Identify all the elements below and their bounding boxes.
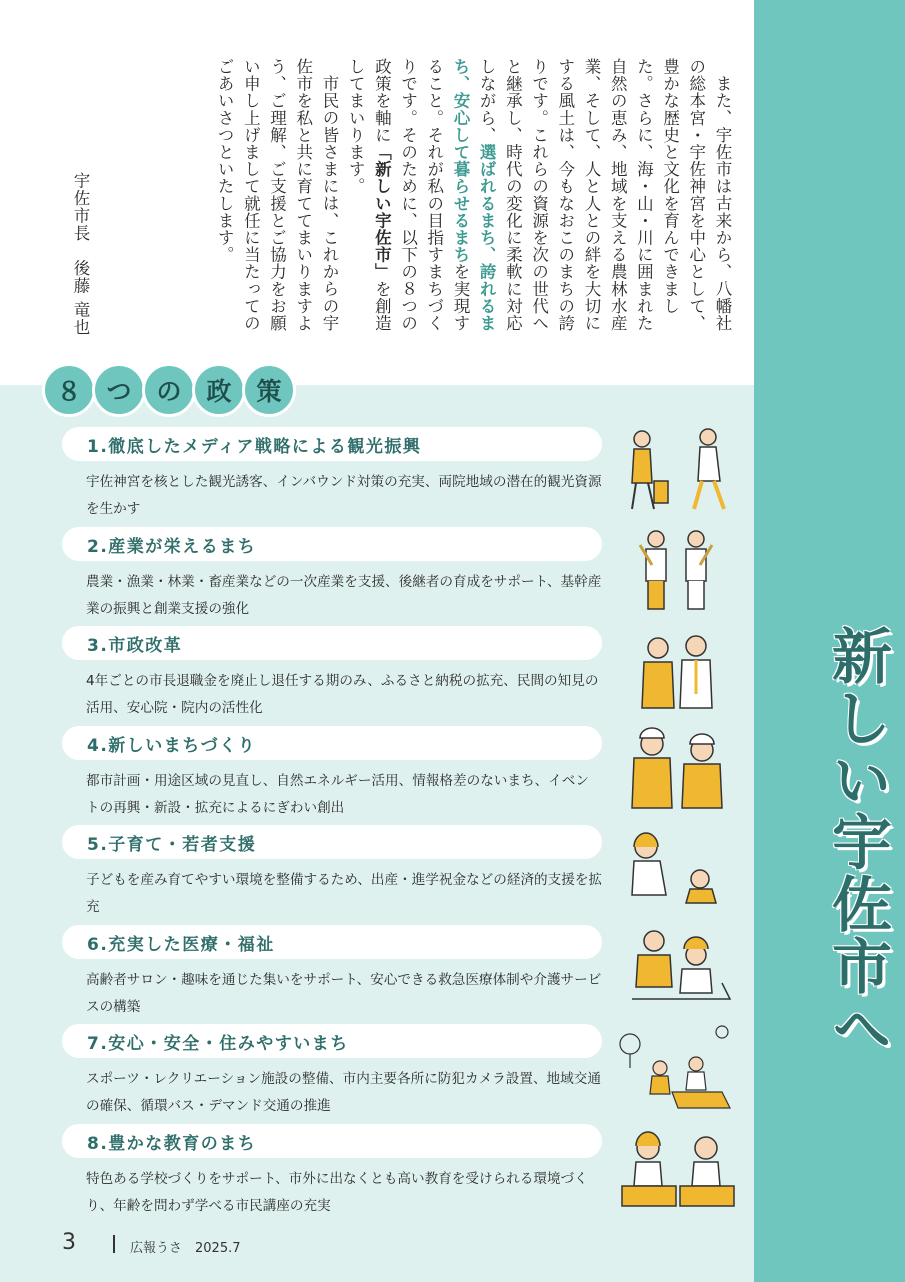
policy-title: 3.市政改革 xyxy=(62,626,602,660)
parent-child-icon xyxy=(612,823,740,913)
footer-divider xyxy=(113,1235,115,1253)
page-number: 3 xyxy=(62,1230,76,1255)
policy-description: 4年ごとの市長退職金を廃止し退任する期のみ、ふるさと納税の拡充、民間の知見の活用、安心院・院内の活性化 xyxy=(86,673,599,716)
policy-description: 子どもを産み育てやすい環境を整備するため、出産・進学祝金などの経済的支援を拡充 xyxy=(86,872,603,915)
section-char: つ xyxy=(92,363,146,417)
policy-description: スポーツ・レクリエーション施設の整備、市内主要各所に防犯カメラ設置、地域交通の確保、循環バス・デマンド交通の推進 xyxy=(86,1071,601,1114)
policy-6 xyxy=(62,925,602,1021)
officials-icon xyxy=(612,624,740,714)
policy-1 xyxy=(62,427,602,523)
policy-title: 6.充実した医療・福祉 xyxy=(62,925,602,959)
policy-title: 8.豊かな教育のまち xyxy=(62,1124,602,1158)
policy-7 xyxy=(62,1024,602,1120)
policy-description: 高齢者サロン・趣味を通じた集いをサポート、安心できる救急医療体制や介護サービスの構築 xyxy=(86,972,602,1015)
workers-icon xyxy=(612,724,740,814)
policy-description: 農業・漁業・林業・畜産業などの一次産業を支援、後継者の育成をサポート、基幹産業の振興と創業支援の強化 xyxy=(86,574,602,617)
policy-description: 都市計画・用途区域の見直し、自然エネルギー活用、情報格差のないまち、イベントの再興・新設・拡充によるにぎわい創出 xyxy=(86,773,589,816)
farmers-icon xyxy=(612,525,740,615)
section-char: 政 xyxy=(192,363,246,417)
policy-3 xyxy=(62,626,602,722)
intro-text xyxy=(211,58,735,348)
intro-highlight-1: 選ばれるまち、誇れるまち、安心して暮らせるまち xyxy=(450,58,497,332)
policy-title: 4.新しいまちづくり xyxy=(62,726,602,760)
publication-info: 広報うさ 2025.7 xyxy=(130,1241,241,1256)
tourists-icon xyxy=(612,425,740,515)
signature: 宇佐市長 後藤 竜也 xyxy=(71,172,90,336)
policy-title: 7.安心・安全・住みやすいまち xyxy=(62,1024,602,1058)
section-header xyxy=(42,363,292,415)
policy-title: 5.子育て・若者支援 xyxy=(62,825,602,859)
policy-5 xyxy=(62,825,602,921)
intro-paragraph-1: また、宇佐市は古来から、八幡社の総本宮・宇佐神宮を中心として、豊かな歴史と文化を育んできました。さらに、海・山・川に囲まれた自然の恵み、地域を支える農林水産業、そして、人と人との絆を大切にする風土は、今もなおこのまちの誇りです。これらの資源を次の世代へと継承し、時代の変化に柔軟に対応しながら、選ばれるまち、誇れるまち、安心して暮らせるまちを実現すること。それが私の目指すまちづくりです。そのために、以下の８つの政策を軸に「新しい宇佐市」を創造してまいります。 xyxy=(346,58,732,332)
intro-highlight-2: 「新しい宇佐市」 xyxy=(372,143,392,281)
section-char: ８ xyxy=(42,363,96,417)
park-family-icon xyxy=(612,1022,740,1112)
side-title: 新しい宇佐市へ xyxy=(822,625,892,1059)
section-char: 策 xyxy=(242,363,296,417)
policy-2 xyxy=(62,527,602,623)
section-char: の xyxy=(142,363,196,417)
policy-title: 2.産業が栄えるまち xyxy=(62,527,602,561)
policy-4 xyxy=(62,726,602,822)
students-icon xyxy=(612,1122,740,1212)
policy-description: 特色ある学校づくりをサポート、市外に出なくとも高い教育を受けられる環境づくり、年齢を問わず学べる市民講座の充実 xyxy=(86,1171,588,1214)
intro-paragraph-2: 市民の皆さまには、これからの宇佐市を私と共に育ててまいりますよう、ご理解、ご支援とご協力をお願い申し上げまして就任に当たってのごあいさつといたします。 xyxy=(215,58,339,332)
policy-8 xyxy=(62,1124,602,1220)
caregiver-icon xyxy=(612,923,740,1013)
policy-description: 宇佐神宮を核とした観光誘客、インバウンド対策の充実、両院地域の潜在的観光資源を生かす xyxy=(86,474,602,517)
policy-title: 1.徹底したメディア戦略による観光振興 xyxy=(62,427,602,461)
